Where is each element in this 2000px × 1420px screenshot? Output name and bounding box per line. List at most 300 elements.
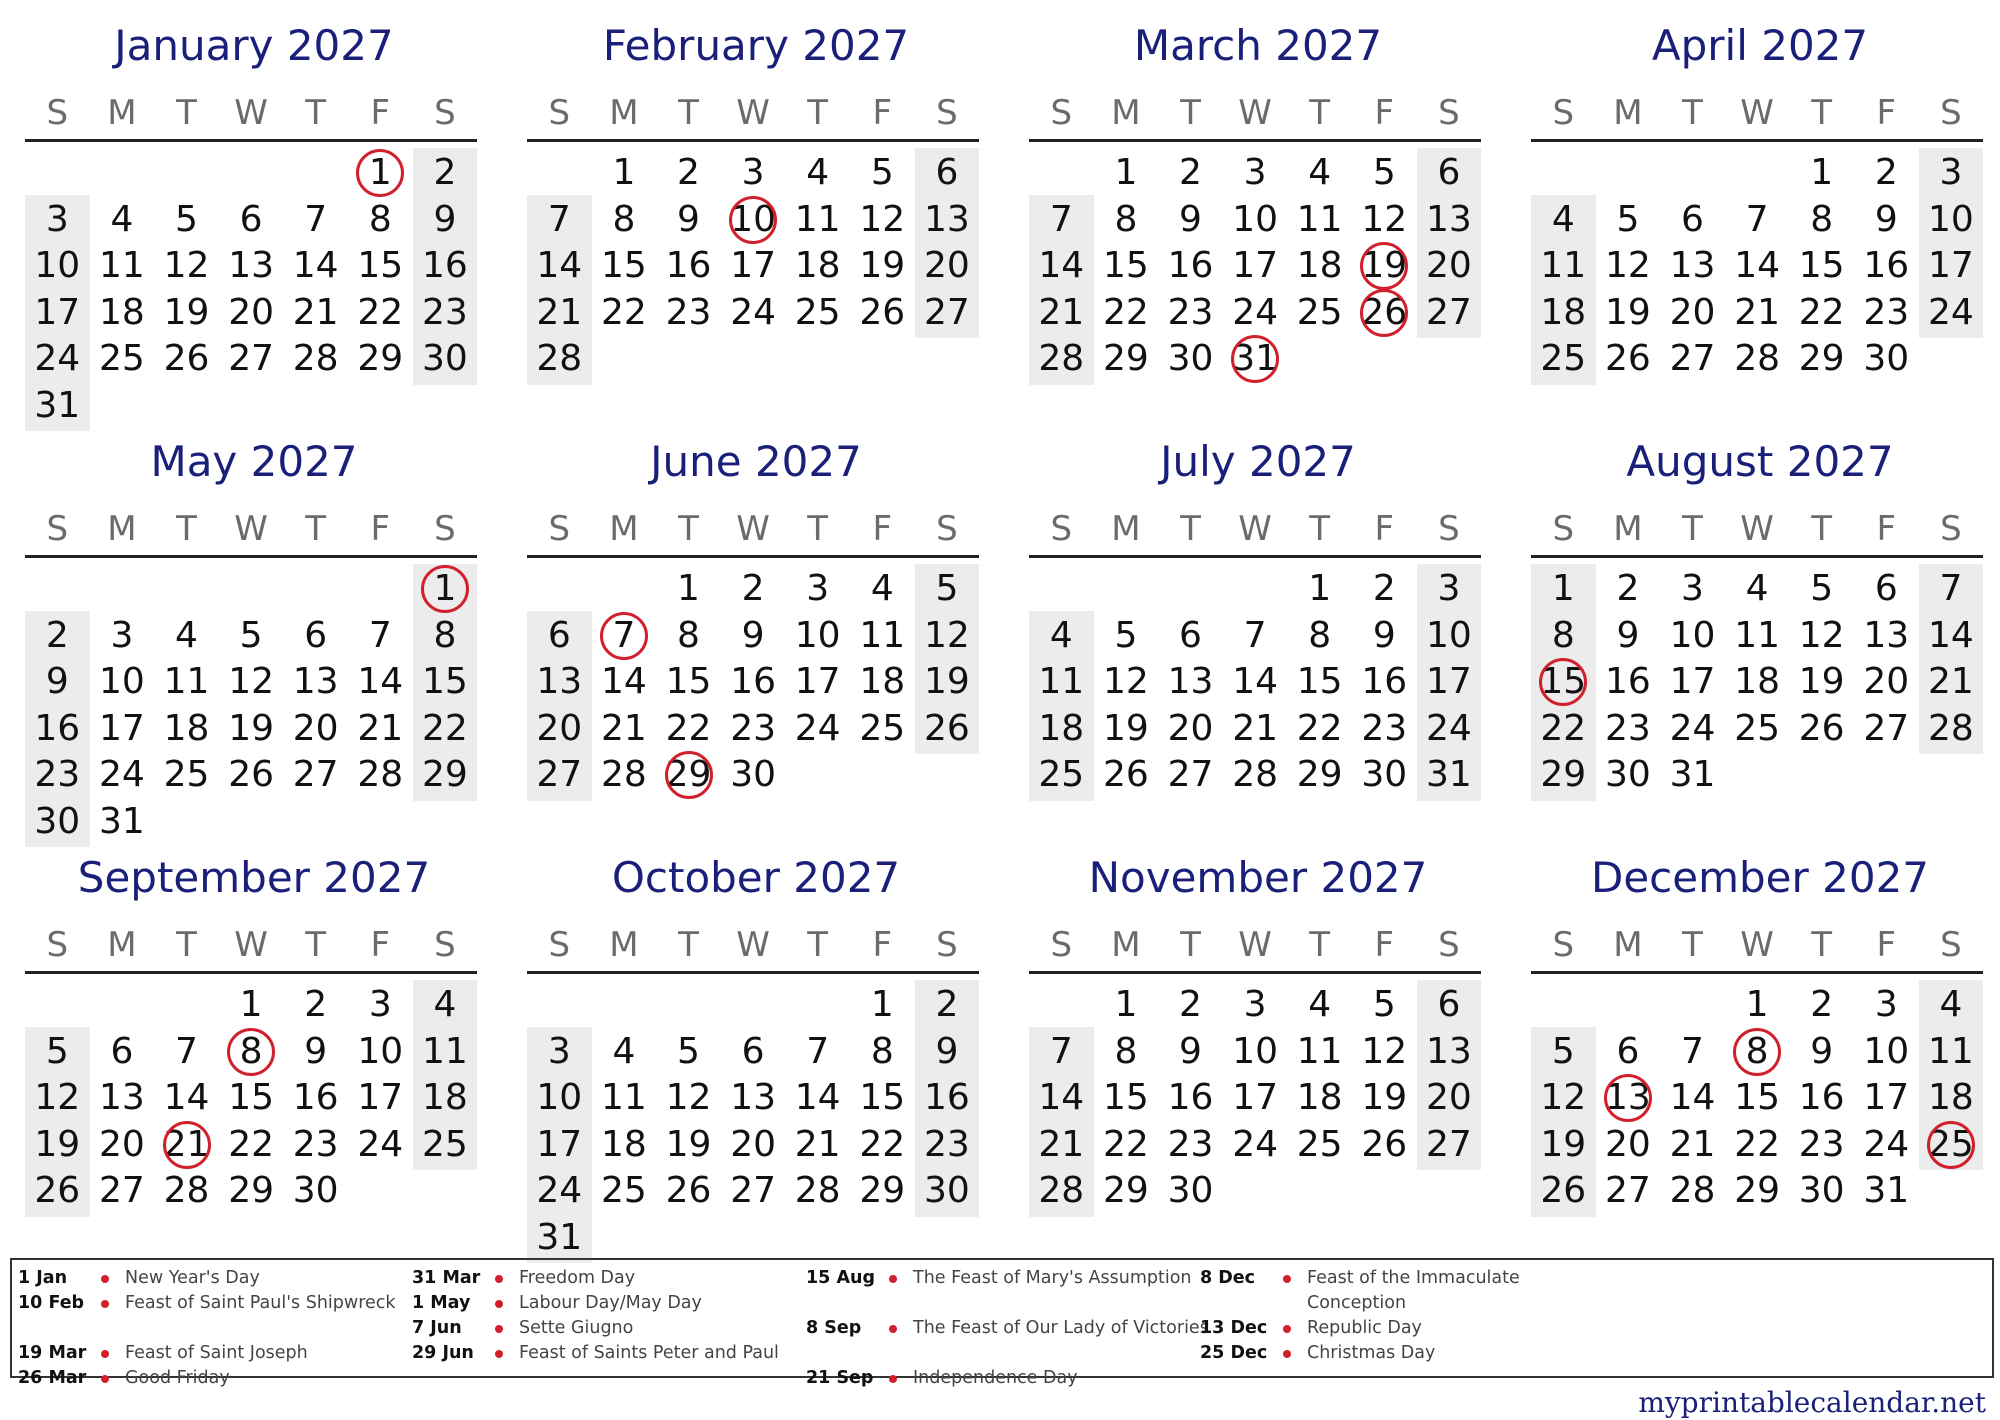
holiday-date: 25 Dec xyxy=(1200,1343,1268,1363)
day-cell: 15 xyxy=(665,661,712,702)
day-cell: 3 xyxy=(741,152,765,193)
day-cell: 24 xyxy=(730,291,776,333)
day-cell: 21 xyxy=(1038,291,1085,333)
day-cell: 5 xyxy=(239,614,263,656)
holiday-name: Labour Day/May Day xyxy=(519,1293,702,1313)
holiday-name: New Year's Day xyxy=(125,1268,260,1288)
day-cell: 17 xyxy=(1232,245,1278,286)
day-cell: 16 xyxy=(1361,661,1408,702)
holiday-date: 8 Dec xyxy=(1200,1268,1256,1288)
day-cell: 17 xyxy=(1669,661,1716,702)
day-cell: 10 xyxy=(794,614,841,656)
day-cell: 22 xyxy=(228,1123,274,1165)
day-cell: 4 xyxy=(1551,198,1575,240)
weekday-label: S xyxy=(548,509,571,549)
day-cell: 2 xyxy=(935,984,959,1025)
weekday-header xyxy=(1531,88,1983,138)
day-cell: 5 xyxy=(677,1030,700,1072)
weekday-label: W xyxy=(1238,509,1272,549)
day-cell: 26 xyxy=(1798,707,1845,749)
weekday-label: S xyxy=(1940,925,1962,965)
weekday-label: T xyxy=(1309,925,1331,965)
weekday-label: T xyxy=(176,925,197,965)
day-cell: 6 xyxy=(935,152,959,193)
weekday-label: S xyxy=(1438,93,1460,133)
day-cell: 21 xyxy=(292,291,339,333)
weekday-label: S xyxy=(1940,509,1962,549)
day-cell: 27 xyxy=(98,1170,145,1211)
month-6 xyxy=(527,432,985,842)
weekday-label: W xyxy=(736,93,770,133)
day-cell: 10 xyxy=(536,1077,583,1118)
site-watermark: myprintablecalendar.net xyxy=(1638,1386,1986,1419)
day-cell: 28 xyxy=(1734,338,1780,379)
day-cell: 13 xyxy=(1425,198,1472,240)
day-cell: 16 xyxy=(1863,245,1910,286)
day-cell: 21 xyxy=(1734,291,1780,333)
day-cell: 30 xyxy=(421,338,468,379)
weekday-label: F xyxy=(1876,93,1897,133)
day-cell: 19 xyxy=(923,661,970,702)
weekday-label: S xyxy=(1050,509,1073,549)
day-cell: 20 xyxy=(98,1123,145,1165)
day-cell: 11 xyxy=(163,661,210,702)
weekday-label: M xyxy=(1111,925,1141,965)
day-cell: 30 xyxy=(1863,338,1910,379)
day-cell: 14 xyxy=(536,245,583,286)
day-cell: 1 xyxy=(1114,984,1138,1025)
day-cell: 28 xyxy=(357,754,404,795)
day-cell: 24 xyxy=(1927,291,1974,333)
day-cell: 16 xyxy=(1167,1077,1214,1118)
day-cell: 10 xyxy=(1669,614,1716,656)
day-cell: 1 xyxy=(1551,568,1575,609)
day-cell: 18 xyxy=(600,1123,647,1165)
day-cell: 30 xyxy=(1604,754,1651,795)
weekday-label: S xyxy=(434,93,456,133)
day-cell: 29 xyxy=(1102,1170,1149,1211)
day-cell: 11 xyxy=(1927,1030,1974,1072)
day-cell: 10 xyxy=(1927,198,1974,240)
day-cell: 29 xyxy=(1296,754,1343,795)
day-cell: 22 xyxy=(1540,707,1587,749)
holiday-ring xyxy=(227,1028,275,1076)
day-cell: 10 xyxy=(98,661,145,702)
day-cell: 9 xyxy=(1372,614,1396,656)
header-rule xyxy=(527,139,979,142)
day-cell: 18 xyxy=(1734,661,1780,702)
holiday-date: 31 Mar xyxy=(412,1268,481,1288)
weekday-label: S xyxy=(46,509,69,549)
day-cell: 26 xyxy=(34,1170,81,1211)
day-cell: 30 xyxy=(1167,1170,1214,1211)
day-cell: 29 xyxy=(357,338,404,379)
day-cell: 27 xyxy=(730,1170,776,1211)
weekday-label: T xyxy=(176,509,197,549)
day-cell: 4 xyxy=(1745,568,1769,609)
day-cell: 18 xyxy=(98,291,145,333)
day-cell: 8 xyxy=(677,614,700,656)
header-rule xyxy=(527,555,979,558)
weekday-label: T xyxy=(807,925,829,965)
month-12 xyxy=(1531,848,1989,1258)
header-rule xyxy=(1029,555,1481,558)
day-cell: 17 xyxy=(98,707,145,749)
day-cell: 21 xyxy=(536,291,583,333)
weekday-label: W xyxy=(1740,925,1774,965)
day-cell: 16 xyxy=(421,245,468,286)
weekday-label: W xyxy=(1740,93,1774,133)
holiday-ring xyxy=(729,196,777,244)
weekday-label: T xyxy=(1309,509,1331,549)
day-cell: 13 xyxy=(1863,614,1910,656)
day-cell: 7 xyxy=(1939,568,1963,609)
day-cell: 9 xyxy=(1810,1030,1834,1072)
holiday-date: 19 Mar xyxy=(18,1343,87,1363)
day-cell: 15 xyxy=(1102,1077,1149,1118)
day-cell: 25 xyxy=(163,754,210,795)
day-cell: 29 xyxy=(228,1170,274,1211)
day-cell: 4 xyxy=(1049,614,1073,656)
weekday-label: F xyxy=(1374,93,1395,133)
day-cell: 8 xyxy=(433,614,457,656)
day-cell: 30 xyxy=(1361,754,1408,795)
day-cell: 2 xyxy=(304,984,328,1025)
weekday-label: M xyxy=(609,509,639,549)
day-cell: 31 xyxy=(536,1216,583,1258)
weekday-label: T xyxy=(176,93,197,133)
weekday-label: F xyxy=(1876,509,1897,549)
month-title: August 2027 xyxy=(1626,437,1894,486)
holiday-name: Republic Day xyxy=(1307,1318,1422,1338)
month-title: June 2027 xyxy=(650,437,862,486)
day-cell: 3 xyxy=(547,1030,571,1072)
holiday-date: 10 Feb xyxy=(18,1293,85,1313)
day-cell: 23 xyxy=(1798,1123,1845,1165)
weekday-label: S xyxy=(936,509,958,549)
day-cell: 6 xyxy=(1616,1030,1640,1072)
day-cell: 10 xyxy=(1425,614,1472,656)
day-cell: 9 xyxy=(1179,1030,1202,1072)
day-cell: 14 xyxy=(600,661,647,702)
day-cell: 20 xyxy=(1863,661,1910,702)
day-cell: 17 xyxy=(1927,245,1974,286)
weekday-label: S xyxy=(1940,93,1962,133)
day-cell: 24 xyxy=(794,707,841,749)
day-cell: 19 xyxy=(228,707,274,749)
day-cell: 11 xyxy=(794,198,841,240)
holiday-date: 15 Aug xyxy=(806,1268,875,1288)
day-cell: 4 xyxy=(110,198,134,240)
day-cell: 22 xyxy=(1734,1123,1780,1165)
day-cell: 7 xyxy=(368,614,392,656)
month-8 xyxy=(1531,432,1989,842)
day-cell: 18 xyxy=(1540,291,1587,333)
weekday-label: W xyxy=(736,925,770,965)
day-cell: 28 xyxy=(163,1170,210,1211)
holiday-date: 21 Sep xyxy=(806,1368,874,1388)
day-cell: 13 xyxy=(730,1077,776,1118)
day-cell: 18 xyxy=(421,1077,468,1118)
header-rule xyxy=(25,139,477,142)
weekday-label: W xyxy=(1740,509,1774,549)
weekday-label: S xyxy=(1050,925,1073,965)
day-cell: 8 xyxy=(1114,198,1138,240)
day-cell: 25 xyxy=(1734,707,1780,749)
day-cell: 14 xyxy=(1734,245,1780,286)
day-cell: 14 xyxy=(1927,614,1974,656)
day-cell: 4 xyxy=(806,152,830,193)
header-rule xyxy=(1029,139,1481,142)
weekday-label: M xyxy=(107,93,137,133)
bullet-icon xyxy=(1283,1350,1291,1358)
day-cell: 8 xyxy=(1308,614,1332,656)
day-cell: 20 xyxy=(228,291,274,333)
day-cell: 20 xyxy=(292,707,339,749)
day-cell: 24 xyxy=(1425,707,1472,749)
day-cell: 18 xyxy=(1038,707,1085,749)
day-cell: 5 xyxy=(1372,152,1396,193)
day-cell: 15 xyxy=(600,245,647,286)
month-3 xyxy=(1029,16,1487,426)
day-cell: 6 xyxy=(1437,152,1461,193)
day-cell: 7 xyxy=(304,198,328,240)
holiday-name: Feast of Saint Joseph xyxy=(125,1343,308,1363)
day-cell: 7 xyxy=(175,1030,198,1072)
day-cell: 7 xyxy=(547,198,571,240)
month-title: May 2027 xyxy=(150,437,358,486)
day-cell: 14 xyxy=(1038,245,1085,286)
day-cell: 23 xyxy=(1167,291,1214,333)
holiday-ring xyxy=(600,612,648,660)
weekday-label: W xyxy=(234,93,268,133)
weekday-label: T xyxy=(1811,93,1833,133)
day-cell: 14 xyxy=(1038,1077,1085,1118)
day-cell: 12 xyxy=(1361,198,1408,240)
day-cell: 16 xyxy=(1167,245,1214,286)
header-rule xyxy=(527,971,979,974)
holiday-ring xyxy=(1604,1074,1652,1122)
day-cell: 7 xyxy=(1243,614,1267,656)
weekday-label: W xyxy=(234,925,268,965)
month-title: March 2027 xyxy=(1133,21,1383,70)
weekday-label: S xyxy=(936,925,958,965)
day-cell: 15 xyxy=(421,661,468,702)
day-cell: 13 xyxy=(1669,245,1716,286)
weekday-label: M xyxy=(1613,925,1643,965)
day-cell: 11 xyxy=(1296,198,1343,240)
weekday-label: S xyxy=(548,925,571,965)
day-cell: 11 xyxy=(859,614,906,656)
day-cell: 12 xyxy=(859,198,906,240)
month-9 xyxy=(25,848,483,1258)
day-cell: 2 xyxy=(45,614,69,656)
day-cell: 29 xyxy=(1798,338,1845,379)
day-cell: 19 xyxy=(859,245,906,286)
day-cell: 27 xyxy=(1425,1123,1472,1165)
day-cell: 18 xyxy=(163,707,210,749)
day-cell: 4 xyxy=(1308,984,1332,1025)
day-cell: 23 xyxy=(1361,707,1408,749)
day-cell: 3 xyxy=(1243,152,1267,193)
day-cell: 30 xyxy=(1798,1170,1845,1211)
day-cell: 18 xyxy=(859,661,906,702)
day-cell: 13 xyxy=(1604,1077,1651,1118)
weekday-header xyxy=(1531,504,1983,554)
day-cell: 28 xyxy=(1038,338,1085,379)
month-title: November 2027 xyxy=(1088,853,1428,902)
day-cell: 23 xyxy=(730,707,776,749)
day-cell: 28 xyxy=(600,754,647,795)
bullet-icon xyxy=(889,1375,897,1383)
day-cell: 21 xyxy=(1927,661,1974,702)
day-cell: 6 xyxy=(1437,984,1461,1025)
day-cell: 5 xyxy=(175,198,198,240)
month-title: April 2027 xyxy=(1651,21,1869,70)
day-cell: 6 xyxy=(1681,198,1704,240)
day-cell: 20 xyxy=(1604,1123,1651,1165)
day-cell: 7 xyxy=(806,1030,830,1072)
day-cell: 27 xyxy=(1604,1170,1651,1211)
day-cell: 28 xyxy=(794,1170,841,1211)
day-cell: 21 xyxy=(1232,707,1278,749)
holiday-ring xyxy=(1927,1121,1975,1169)
bullet-icon xyxy=(889,1275,897,1283)
day-cell: 12 xyxy=(34,1077,81,1118)
day-cell: 4 xyxy=(612,1030,636,1072)
day-cell: 9 xyxy=(304,1030,328,1072)
day-cell: 9 xyxy=(741,614,765,656)
day-cell: 17 xyxy=(1863,1077,1910,1118)
day-cell: 30 xyxy=(1167,338,1214,379)
day-cell: 9 xyxy=(1616,614,1640,656)
day-cell: 20 xyxy=(730,1123,776,1165)
day-cell: 29 xyxy=(1102,338,1149,379)
weekday-label: T xyxy=(305,93,327,133)
day-cell: 22 xyxy=(600,291,647,333)
header-rule xyxy=(25,555,477,558)
day-cell: 22 xyxy=(1102,1123,1149,1165)
weekday-label: T xyxy=(1309,93,1331,133)
weekday-header xyxy=(25,88,477,138)
day-cell: 2 xyxy=(1810,984,1834,1025)
day-cell: 7 xyxy=(1681,1030,1704,1072)
weekday-header xyxy=(1029,88,1481,138)
day-cell: 31 xyxy=(1669,754,1716,795)
day-cell: 4 xyxy=(1939,984,1963,1025)
day-cell: 23 xyxy=(923,1123,970,1165)
weekday-label: T xyxy=(1811,509,1833,549)
weekday-label: T xyxy=(305,509,327,549)
day-cell: 1 xyxy=(1810,152,1834,193)
weekday-label: T xyxy=(1682,93,1703,133)
day-cell: 4 xyxy=(1308,152,1332,193)
weekday-label: F xyxy=(872,93,893,133)
day-cell: 8 xyxy=(1745,1030,1769,1072)
bullet-icon xyxy=(889,1325,897,1333)
day-cell: 17 xyxy=(1425,661,1472,702)
weekday-label: S xyxy=(1438,925,1460,965)
day-cell: 19 xyxy=(1798,661,1845,702)
day-cell: 14 xyxy=(292,245,339,286)
day-cell: 7 xyxy=(1745,198,1769,240)
bullet-icon xyxy=(495,1275,503,1283)
day-cell: 29 xyxy=(421,754,468,795)
day-cell: 19 xyxy=(34,1123,81,1165)
holiday-ring xyxy=(1360,289,1408,337)
day-cell: 30 xyxy=(923,1170,970,1211)
day-cell: 12 xyxy=(1540,1077,1587,1118)
weekday-label: W xyxy=(1238,925,1272,965)
day-cell: 8 xyxy=(870,1030,894,1072)
day-cell: 5 xyxy=(1551,1030,1575,1072)
weekday-label: S xyxy=(936,93,958,133)
day-cell: 23 xyxy=(1863,291,1910,333)
day-cell: 25 xyxy=(1927,1123,1974,1165)
bullet-icon xyxy=(101,1375,109,1383)
day-cell: 25 xyxy=(1038,754,1085,795)
header-rule xyxy=(1531,139,1983,142)
day-cell: 24 xyxy=(98,754,145,795)
holiday-legend xyxy=(10,1258,1994,1388)
weekday-header xyxy=(1029,504,1481,554)
day-cell: 31 xyxy=(34,384,81,426)
day-cell: 2 xyxy=(677,152,700,193)
day-cell: 10 xyxy=(357,1030,404,1072)
month-title: September 2027 xyxy=(77,853,431,902)
day-cell: 9 xyxy=(677,198,700,240)
weekday-label: T xyxy=(305,925,327,965)
day-cell: 15 xyxy=(859,1077,906,1118)
weekday-label: M xyxy=(609,925,639,965)
weekday-label: T xyxy=(1180,93,1201,133)
weekday-label: W xyxy=(736,509,770,549)
weekday-label: F xyxy=(1374,925,1395,965)
day-cell: 22 xyxy=(859,1123,906,1165)
day-cell: 1 xyxy=(368,152,392,193)
holiday-name: Feast of the Immaculate Conception xyxy=(1307,1268,1520,1313)
day-cell: 16 xyxy=(292,1077,339,1118)
weekday-label: T xyxy=(807,509,829,549)
holiday-date: 29 Jun xyxy=(412,1343,474,1363)
weekday-label: T xyxy=(678,509,699,549)
day-cell: 15 xyxy=(228,1077,274,1118)
day-cell: 3 xyxy=(1874,984,1898,1025)
day-cell: 26 xyxy=(163,338,210,379)
day-cell: 1 xyxy=(239,984,263,1025)
day-cell: 25 xyxy=(1296,291,1343,333)
day-cell: 20 xyxy=(536,707,583,749)
day-cell: 22 xyxy=(421,707,468,749)
weekday-label: M xyxy=(1111,93,1141,133)
day-cell: 25 xyxy=(1540,338,1587,379)
holiday-name: The Feast of Our Lady of Victories xyxy=(913,1318,1209,1338)
day-cell: 24 xyxy=(1232,1123,1278,1165)
header-rule xyxy=(25,971,477,974)
day-cell: 19 xyxy=(1604,291,1651,333)
day-cell: 26 xyxy=(228,754,274,795)
day-cell: 29 xyxy=(859,1170,906,1211)
day-cell: 11 xyxy=(1038,661,1085,702)
holiday-name: Christmas Day xyxy=(1307,1343,1436,1363)
weekday-label: F xyxy=(872,925,893,965)
day-cell: 28 xyxy=(1669,1170,1716,1211)
day-cell: 25 xyxy=(859,707,906,749)
day-cell: 5 xyxy=(1114,614,1138,656)
day-cell: 3 xyxy=(806,568,830,609)
day-cell: 17 xyxy=(357,1077,404,1118)
day-cell: 11 xyxy=(1734,614,1780,656)
